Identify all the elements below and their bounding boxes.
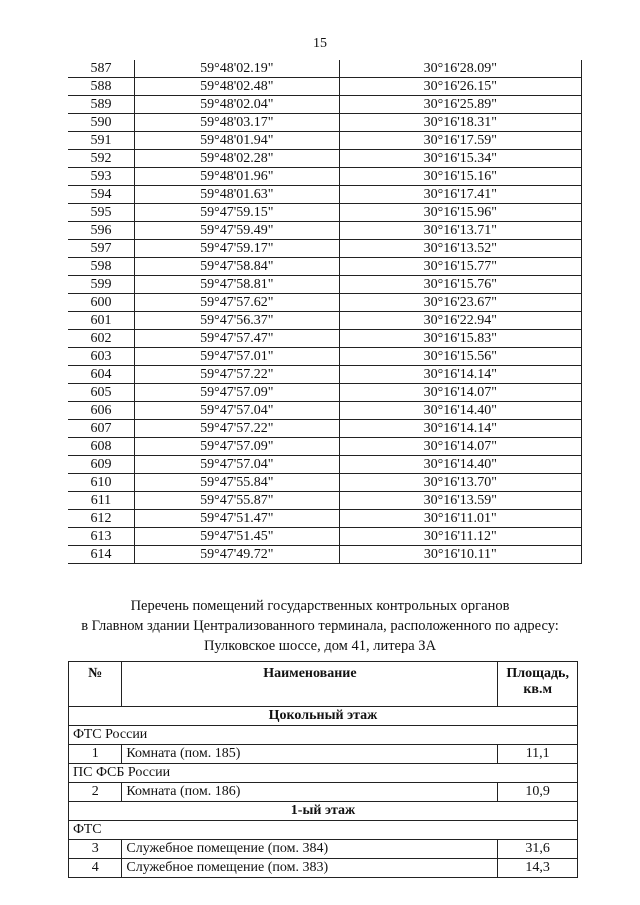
point-number: 607 bbox=[68, 420, 134, 438]
point-number: 592 bbox=[68, 150, 134, 168]
room-name: Служебное помещение (пом. 384) bbox=[122, 840, 498, 859]
table-row bbox=[68, 168, 582, 186]
longitude-cell: 30°16'15.83" bbox=[339, 330, 581, 348]
table-row bbox=[68, 456, 582, 474]
latitude-cell: 59°47'57.62" bbox=[134, 294, 339, 312]
room-name: Комната (пом. 186) bbox=[122, 783, 498, 802]
table-row bbox=[68, 312, 582, 330]
point-number: 591 bbox=[68, 132, 134, 150]
room-number: 4 bbox=[69, 859, 122, 878]
latitude-cell: 59°47'51.47" bbox=[134, 510, 339, 528]
longitude-cell: 30°16'23.67" bbox=[339, 294, 581, 312]
table-row bbox=[68, 258, 582, 276]
table-row bbox=[68, 78, 582, 96]
floor-label: Цокольный этаж bbox=[69, 707, 578, 726]
table-row bbox=[68, 276, 582, 294]
room-area: 14,3 bbox=[498, 859, 578, 878]
table-row bbox=[68, 150, 582, 168]
longitude-cell: 30°16'17.59" bbox=[339, 132, 581, 150]
agency-row bbox=[69, 821, 578, 840]
latitude-cell: 59°47'57.09" bbox=[134, 384, 339, 402]
latitude-cell: 59°47'57.04" bbox=[134, 402, 339, 420]
point-number: 597 bbox=[68, 240, 134, 258]
point-number: 593 bbox=[68, 168, 134, 186]
coordinates-table bbox=[68, 60, 582, 564]
floor-section-row bbox=[69, 707, 578, 726]
table-row bbox=[68, 330, 582, 348]
latitude-cell: 59°47'59.49" bbox=[134, 222, 339, 240]
heading-line-3: Пулковское шоссе, дом 41, литера ЗА bbox=[203, 638, 437, 654]
latitude-cell: 59°48'02.19" bbox=[134, 60, 339, 78]
longitude-cell: 30°16'14.07" bbox=[339, 384, 581, 402]
longitude-cell: 30°16'14.07" bbox=[339, 438, 581, 456]
latitude-cell: 59°47'57.04" bbox=[134, 456, 339, 474]
longitude-cell: 30°16'13.59" bbox=[339, 492, 581, 510]
latitude-cell: 59°48'01.96" bbox=[134, 168, 339, 186]
point-number: 605 bbox=[68, 384, 134, 402]
agency-row bbox=[69, 726, 578, 745]
point-number: 599 bbox=[68, 276, 134, 294]
point-number: 598 bbox=[68, 258, 134, 276]
list-heading bbox=[0, 596, 640, 656]
table-row bbox=[68, 402, 582, 420]
longitude-cell: 30°16'22.94" bbox=[339, 312, 581, 330]
agency-row bbox=[69, 764, 578, 783]
point-number: 608 bbox=[68, 438, 134, 456]
latitude-cell: 59°47'55.84" bbox=[134, 474, 339, 492]
table-row bbox=[68, 204, 582, 222]
table-row bbox=[68, 492, 582, 510]
point-number: 602 bbox=[68, 330, 134, 348]
latitude-cell: 59°48'02.48" bbox=[134, 78, 339, 96]
point-number: 613 bbox=[68, 528, 134, 546]
longitude-cell: 30°16'14.40" bbox=[339, 456, 581, 474]
longitude-cell: 30°16'13.70" bbox=[339, 474, 581, 492]
room-row bbox=[69, 783, 578, 802]
table-row bbox=[68, 60, 582, 78]
table-row bbox=[68, 528, 582, 546]
point-number: 604 bbox=[68, 366, 134, 384]
longitude-cell: 30°16'15.96" bbox=[339, 204, 581, 222]
longitude-cell: 30°16'26.15" bbox=[339, 78, 581, 96]
table-row bbox=[68, 186, 582, 204]
latitude-cell: 59°47'49.72" bbox=[134, 546, 339, 564]
latitude-cell: 59°47'51.45" bbox=[134, 528, 339, 546]
latitude-cell: 59°47'59.17" bbox=[134, 240, 339, 258]
latitude-cell: 59°47'57.22" bbox=[134, 366, 339, 384]
latitude-cell: 59°47'58.84" bbox=[134, 258, 339, 276]
table-row bbox=[68, 240, 582, 258]
heading-line-1: Перечень помещений государственных контрольных органов bbox=[130, 598, 510, 614]
latitude-cell: 59°47'57.22" bbox=[134, 420, 339, 438]
point-number: 606 bbox=[68, 402, 134, 420]
table-row bbox=[68, 96, 582, 114]
agency-label: ФТС bbox=[69, 821, 578, 840]
longitude-cell: 30°16'11.01" bbox=[339, 510, 581, 528]
table-row bbox=[68, 438, 582, 456]
room-area: 10,9 bbox=[498, 783, 578, 802]
latitude-cell: 59°47'58.81" bbox=[134, 276, 339, 294]
longitude-cell: 30°16'18.31" bbox=[339, 114, 581, 132]
latitude-cell: 59°48'02.04" bbox=[134, 96, 339, 114]
longitude-cell: 30°16'25.89" bbox=[339, 96, 581, 114]
room-number: 3 bbox=[69, 840, 122, 859]
longitude-cell: 30°16'15.76" bbox=[339, 276, 581, 294]
latitude-cell: 59°47'57.01" bbox=[134, 348, 339, 366]
header-name: Наименование bbox=[122, 662, 498, 707]
rooms-table bbox=[68, 661, 578, 878]
agency-label: ФТС России bbox=[69, 726, 578, 745]
longitude-cell: 30°16'10.11" bbox=[339, 546, 581, 564]
room-number: 1 bbox=[69, 745, 122, 764]
latitude-cell: 59°47'59.15" bbox=[134, 204, 339, 222]
latitude-cell: 59°48'02.28" bbox=[134, 150, 339, 168]
point-number: 609 bbox=[68, 456, 134, 474]
room-name: Комната (пом. 185) bbox=[122, 745, 498, 764]
longitude-cell: 30°16'15.56" bbox=[339, 348, 581, 366]
latitude-cell: 59°48'01.94" bbox=[134, 132, 339, 150]
table-row bbox=[68, 384, 582, 402]
longitude-cell: 30°16'15.34" bbox=[339, 150, 581, 168]
longitude-cell: 30°16'13.71" bbox=[339, 222, 581, 240]
point-number: 603 bbox=[68, 348, 134, 366]
room-row bbox=[69, 859, 578, 878]
latitude-cell: 59°47'57.09" bbox=[134, 438, 339, 456]
table-row bbox=[68, 294, 582, 312]
point-number: 601 bbox=[68, 312, 134, 330]
heading-line-2: в Главном здании Централизованного терминала, расположенного по адресу: bbox=[81, 618, 559, 634]
point-number: 596 bbox=[68, 222, 134, 240]
latitude-cell: 59°48'01.63" bbox=[134, 186, 339, 204]
point-number: 610 bbox=[68, 474, 134, 492]
table-row bbox=[68, 348, 582, 366]
point-number: 612 bbox=[68, 510, 134, 528]
longitude-cell: 30°16'14.14" bbox=[339, 420, 581, 438]
room-row bbox=[69, 840, 578, 859]
room-area: 11,1 bbox=[498, 745, 578, 764]
room-row bbox=[69, 745, 578, 764]
longitude-cell: 30°16'15.77" bbox=[339, 258, 581, 276]
rooms-table-header bbox=[69, 662, 578, 707]
table-row bbox=[68, 510, 582, 528]
longitude-cell: 30°16'28.09" bbox=[339, 60, 581, 78]
table-row bbox=[68, 474, 582, 492]
latitude-cell: 59°48'03.17" bbox=[134, 114, 339, 132]
latitude-cell: 59°47'57.47" bbox=[134, 330, 339, 348]
longitude-cell: 30°16'17.41" bbox=[339, 186, 581, 204]
table-row bbox=[68, 132, 582, 150]
agency-label: ПС ФСБ России bbox=[69, 764, 578, 783]
table-row bbox=[68, 546, 582, 564]
point-number: 590 bbox=[68, 114, 134, 132]
floor-section-row bbox=[69, 802, 578, 821]
point-number: 587 bbox=[68, 60, 134, 78]
point-number: 589 bbox=[68, 96, 134, 114]
table-row bbox=[68, 366, 582, 384]
room-number: 2 bbox=[69, 783, 122, 802]
table-row bbox=[68, 222, 582, 240]
point-number: 595 bbox=[68, 204, 134, 222]
latitude-cell: 59°47'56.37" bbox=[134, 312, 339, 330]
point-number: 611 bbox=[68, 492, 134, 510]
longitude-cell: 30°16'14.14" bbox=[339, 366, 581, 384]
header-number: № bbox=[69, 662, 122, 707]
room-name: Служебное помещение (пом. 383) bbox=[122, 859, 498, 878]
point-number: 600 bbox=[68, 294, 134, 312]
longitude-cell: 30°16'14.40" bbox=[339, 402, 581, 420]
room-area: 31,6 bbox=[498, 840, 578, 859]
point-number: 614 bbox=[68, 546, 134, 564]
floor-label: 1-ый этаж bbox=[69, 802, 578, 821]
point-number: 594 bbox=[68, 186, 134, 204]
table-row bbox=[68, 420, 582, 438]
header-area: Площадь, кв.м bbox=[498, 662, 578, 707]
latitude-cell: 59°47'55.87" bbox=[134, 492, 339, 510]
table-row bbox=[68, 114, 582, 132]
longitude-cell: 30°16'13.52" bbox=[339, 240, 581, 258]
longitude-cell: 30°16'11.12" bbox=[339, 528, 581, 546]
point-number: 588 bbox=[68, 78, 134, 96]
page-number: 15 bbox=[313, 36, 327, 51]
longitude-cell: 30°16'15.16" bbox=[339, 168, 581, 186]
